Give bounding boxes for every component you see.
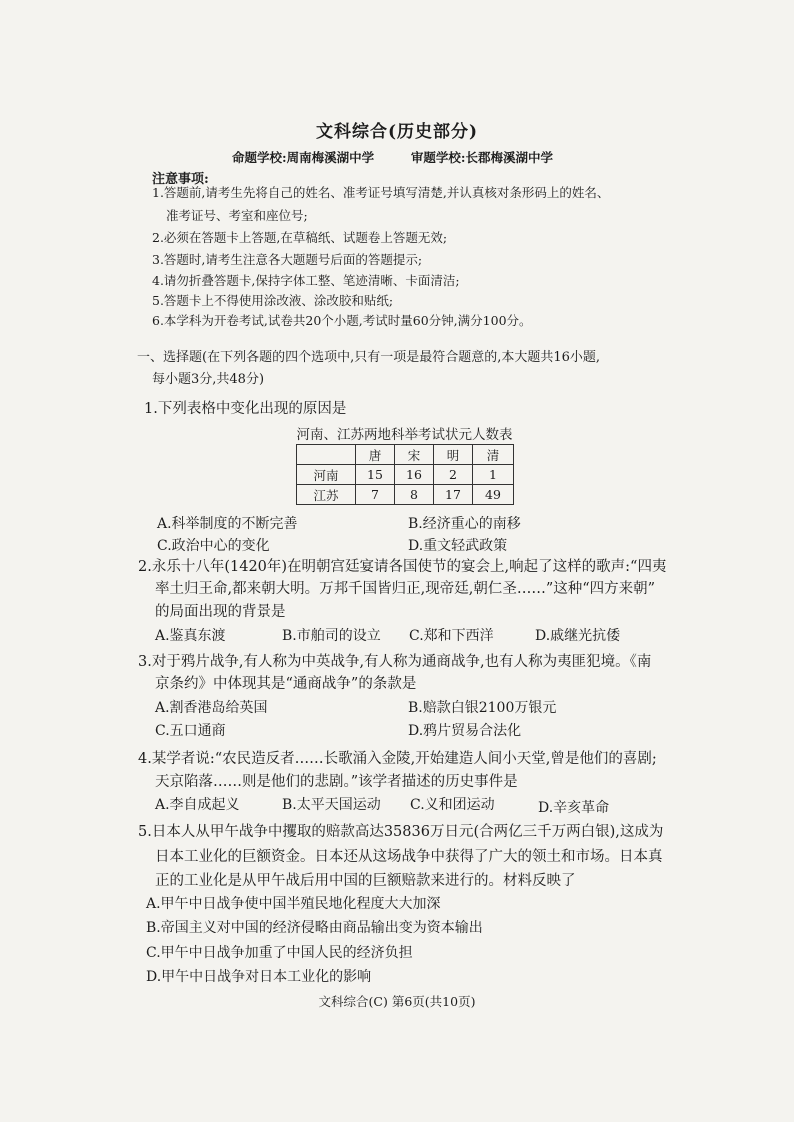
q5-stem-line: 正的工业化是从甲午战后用中国的巨额赔款来进行的。材料反映了 (155, 873, 576, 889)
table-header-cell: 明 (434, 445, 473, 465)
table-header-cell: 唐 (356, 445, 395, 465)
notice-rule: 准考证号、考室和座位号; (166, 208, 308, 223)
table-header-cell: 清 (473, 445, 514, 465)
q1-option-c: C.政治中心的变化 (157, 538, 270, 554)
q4-option-c: C.义和团运动 (410, 797, 495, 813)
q4-stem-line: 天京陷落……则是他们的悲剧。”该学者描述的历史事件是 (155, 774, 518, 790)
table-caption: 河南、江苏两地科举考试状元人数表 (296, 427, 513, 443)
notice-rule: 3.答题时,请考生注意各大题题号后面的答题提示; (152, 252, 423, 267)
q1-stem: 1.下列表格中变化出现的原因是 (144, 401, 347, 417)
q4-stem-line: 4.某学者说:“农民造反者……长歌涌入金陵,开始建造人间小天堂,曾是他们的喜剧; (138, 751, 657, 767)
q3-option-b: B.赔款白银2100万银元 (408, 700, 557, 716)
notice-rule: 5.答题卡上不得使用涂改液、涂改胶和贴纸; (152, 293, 394, 308)
q4-option-b: B.太平天国运动 (282, 797, 381, 813)
q5-stem-line: 日本工业化的巨额资金。日本还从这场战争中获得了广大的领土和市场。日本真 (155, 849, 663, 865)
section-heading-cont: 每小题3分,共48分) (152, 372, 265, 387)
table-row (297, 485, 514, 505)
q3-option-d: D.鸦片贸易合法化 (408, 723, 522, 739)
table-cell: 河南 (297, 465, 356, 485)
page-title: 文科综合(历史部分) (315, 122, 479, 142)
table-header-cell (297, 445, 356, 465)
page-footer: 文科综合(C) 第6页(共10页) (318, 994, 476, 1009)
table-cell: 15 (356, 465, 395, 485)
notice-rule: 1.答题前,请考生先将自己的姓名、准考证号填写清楚,并认真核对条形码上的姓名、 (152, 185, 610, 200)
q2-stem-line: 2.永乐十八年(1420年)在明朝宫廷宴请各国使节的宴会上,响起了这样的歌声:“四夷 (138, 559, 667, 575)
notice-heading: 注意事项: (152, 172, 209, 187)
q1-option-a: A.科举制度的不断完善 (157, 516, 298, 532)
reviewer-school: 审题学校:长郡梅溪湖中学 (410, 150, 553, 165)
table-cell: 1 (473, 465, 514, 485)
table-header-cell: 宋 (395, 445, 434, 465)
table-cell: 17 (434, 485, 473, 505)
q2-option-c: C.郑和下西洋 (409, 628, 494, 644)
q3-stem-line: 京条约》中体现其是“通商战争”的条款是 (155, 676, 417, 692)
notice-rule: 6.本学科为开卷考试,试卷共20个小题,考试时量60分钟,满分100分。 (152, 313, 532, 328)
table-cell: 江苏 (297, 485, 356, 505)
table-row (297, 465, 514, 485)
q4-option-d: D.辛亥革命 (538, 800, 610, 816)
table-header-row (297, 445, 514, 465)
schools-line (232, 148, 553, 166)
q5-option-d: D.甲午中日战争对日本工业化的影响 (146, 969, 372, 985)
table-cell: 16 (395, 465, 434, 485)
q5-option-c: C.甲午中日战争加重了中国人民的经济负担 (146, 945, 413, 961)
q3-option-a: A.割香港岛给英国 (155, 700, 268, 716)
q5-option-a: A.甲午中日战争使中国半殖民地化程度大大加深 (146, 896, 441, 912)
table-cell: 7 (356, 485, 395, 505)
q1-option-d: D.重文轻武政策 (408, 538, 508, 554)
setter-school: 命题学校:周南梅溪湖中学 (232, 150, 375, 165)
table-cell: 2 (434, 465, 473, 485)
q1-option-b: B.经济重心的南移 (408, 516, 521, 532)
notice-rule: 2.必须在答题卡上答题,在草稿纸、试题卷上答题无效; (152, 230, 448, 245)
q2-option-b: B.市舶司的设立 (282, 628, 381, 644)
section-heading: 一、选择题(在下列各题的四个选项中,只有一项是最符合题意的,本大题共16小题, (137, 350, 601, 365)
q4-option-a: A.李自成起义 (155, 797, 240, 813)
notice-rule: 4.请勿折叠答题卡,保持字体工整、笔迹清晰、卡面清洁; (152, 273, 460, 288)
q3-option-c: C.五口通商 (155, 723, 226, 739)
q2-stem-line: 的局面出现的背景是 (155, 604, 286, 620)
q2-option-a: A.鉴真东渡 (155, 628, 226, 644)
q2-stem-line: 率土归王命,都来朝大明。万邦千国皆归正,现帝廷,朝仁圣……”这种“四方来朝” (155, 581, 656, 597)
table-cell: 8 (395, 485, 434, 505)
table-cell: 49 (473, 485, 514, 505)
scores-table (296, 444, 514, 505)
q5-option-b: B.帝国主义对中国的经济侵略由商品输出变为资本输出 (146, 920, 483, 936)
q5-stem-line: 5.日本人从甲午战争中攫取的赔款高达35836万日元(合两亿三千万两白银),这成为 (138, 824, 664, 840)
q3-stem-line: 3.对于鸦片战争,有人称为中英战争,有人称为通商战争,也有人称为夷匪犯境。《南 (138, 654, 652, 670)
q2-option-d: D.戚继光抗倭 (535, 628, 621, 644)
